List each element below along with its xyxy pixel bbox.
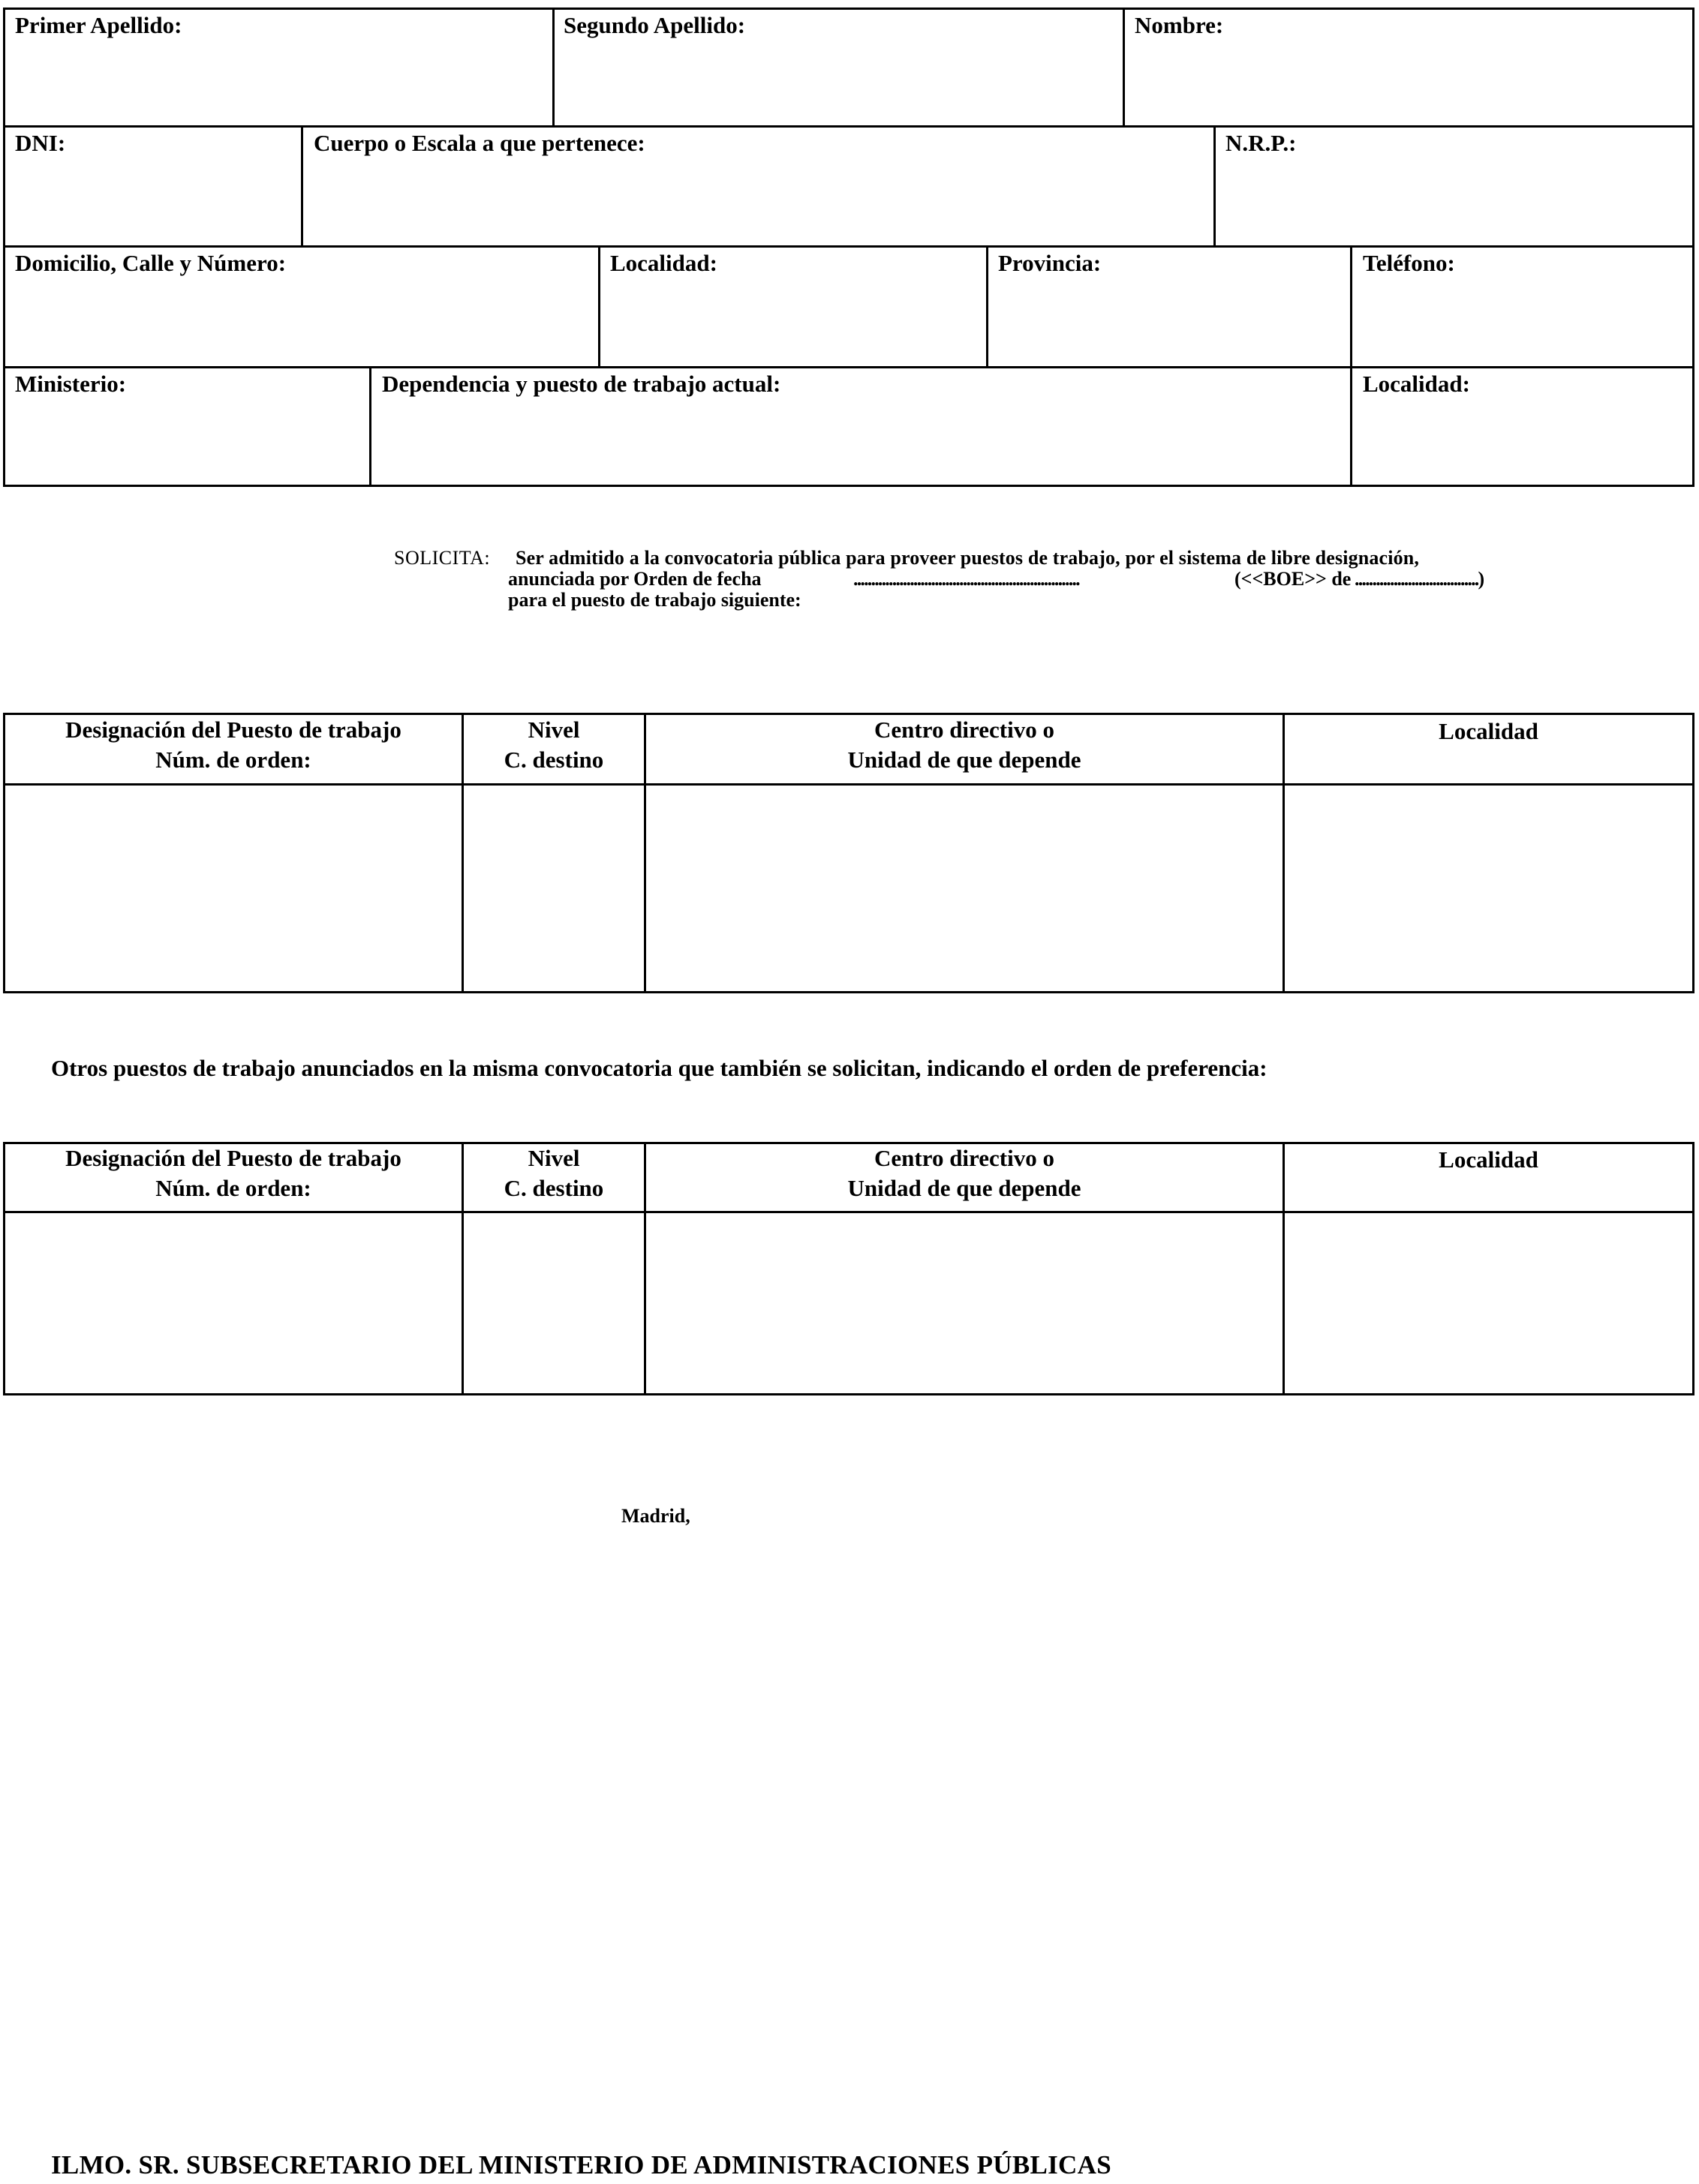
header-centro (646, 715, 1283, 775)
localidad-field[interactable] (600, 248, 986, 366)
nombre-field[interactable] (1125, 10, 1692, 125)
divider (1692, 713, 1694, 993)
designacion-cell[interactable] (5, 1213, 462, 1393)
localidad-actual-label: Localidad: (1363, 371, 1470, 397)
localidad-label: Localidad: (610, 250, 717, 276)
primer-apellido-label: Primer Apellido: (15, 12, 182, 38)
nrp-label: N.R.P.: (1225, 130, 1297, 156)
dependencia-label: Dependencia y puesto de trabajo actual: (382, 371, 781, 397)
header-nivel (464, 1143, 644, 1203)
solicita-line-2: anunciada por Orden de fecha (508, 568, 762, 590)
otros-puestos-text: Otros puestos de trabajo anunciados en la misma convocatoria que también se solicitan, indicando el orden de preferencia: (51, 1055, 1267, 1081)
designacion-cell[interactable] (5, 786, 462, 991)
telefono-field[interactable] (1352, 248, 1692, 366)
divider (3, 1393, 1694, 1395)
header-nivel (464, 715, 644, 775)
cuerpo-escala-field[interactable] (303, 128, 1213, 245)
segundo-apellido-label: Segundo Apellido: (564, 12, 746, 38)
solicita-line-1: Ser admitido a la convocatoria pública para proveer puestos de trabajo, por el sistema de libre designación, (516, 547, 1420, 569)
header-text: Nivel (528, 716, 580, 743)
header-text: Designación del Puesto de trabajo (65, 1145, 401, 1171)
telefono-label: Teléfono: (1363, 250, 1455, 276)
header-text: Designación del Puesto de trabajo (65, 716, 401, 743)
nivel-cell[interactable] (464, 1213, 644, 1393)
localidad-cell[interactable] (1285, 1213, 1692, 1393)
header-text: Unidad de que depende (847, 1175, 1081, 1201)
provincia-field[interactable] (988, 248, 1350, 366)
header-text: Núm. de orden: (155, 1175, 311, 1201)
localidad-cell[interactable] (1285, 786, 1692, 991)
madrid-date-line: Madrid, (621, 1505, 690, 1527)
centro-cell[interactable] (646, 1213, 1283, 1393)
domicilio-field[interactable] (5, 248, 598, 366)
header-text: C. destino (504, 747, 604, 773)
header-designacion (5, 1143, 462, 1203)
header-localidad (1285, 1145, 1692, 1175)
header-text: Centro directivo o (874, 1145, 1054, 1171)
solicita-block (394, 548, 1632, 623)
centro-cell[interactable] (646, 786, 1283, 991)
boe-label: (<<BOE>> de (1234, 568, 1352, 590)
divider (3, 991, 1694, 993)
header-text: Localidad (1439, 1146, 1538, 1173)
divider (1692, 8, 1694, 487)
nivel-cell[interactable] (464, 786, 644, 991)
boe-dots[interactable]: ...................................) (1355, 568, 1484, 590)
header-text: Núm. de orden: (155, 747, 311, 773)
header-text: C. destino (504, 1175, 604, 1201)
segundo-apellido-field[interactable] (555, 10, 1123, 125)
header-localidad (1285, 716, 1692, 747)
nrp-field[interactable] (1216, 128, 1692, 245)
header-text: Nivel (528, 1145, 580, 1171)
provincia-label: Provincia: (998, 250, 1102, 276)
solicita-label: SOLICITA: (394, 547, 491, 569)
ministerio-label: Ministerio: (15, 371, 127, 397)
header-centro (646, 1143, 1283, 1203)
dni-label: DNI: (15, 130, 66, 156)
primer-apellido-field[interactable] (5, 10, 552, 125)
header-text: Localidad (1439, 718, 1538, 744)
ministerio-field[interactable] (5, 368, 369, 485)
solicita-line-3: para el puesto de trabajo siguiente: (508, 589, 801, 611)
divider (3, 485, 1694, 487)
cuerpo-escala-label: Cuerpo o Escala a que pertenece: (314, 130, 645, 156)
domicilio-label: Domicilio, Calle y Número: (15, 250, 287, 276)
header-designacion (5, 715, 462, 775)
header-text: Unidad de que depende (847, 747, 1081, 773)
header-text: Centro directivo o (874, 716, 1054, 743)
divider (1692, 1142, 1694, 1395)
addressee-footer: ILMO. SR. SUBSECRETARIO DEL MINISTERIO DE ADMINISTRACIONES PÚBLICAS (51, 2150, 1111, 2179)
dni-field[interactable] (5, 128, 301, 245)
fecha-dots[interactable]: ................................................................ (853, 568, 1079, 590)
dependencia-field[interactable] (371, 368, 1350, 485)
localidad-actual-field[interactable] (1352, 368, 1692, 485)
nombre-label: Nombre: (1135, 12, 1224, 38)
